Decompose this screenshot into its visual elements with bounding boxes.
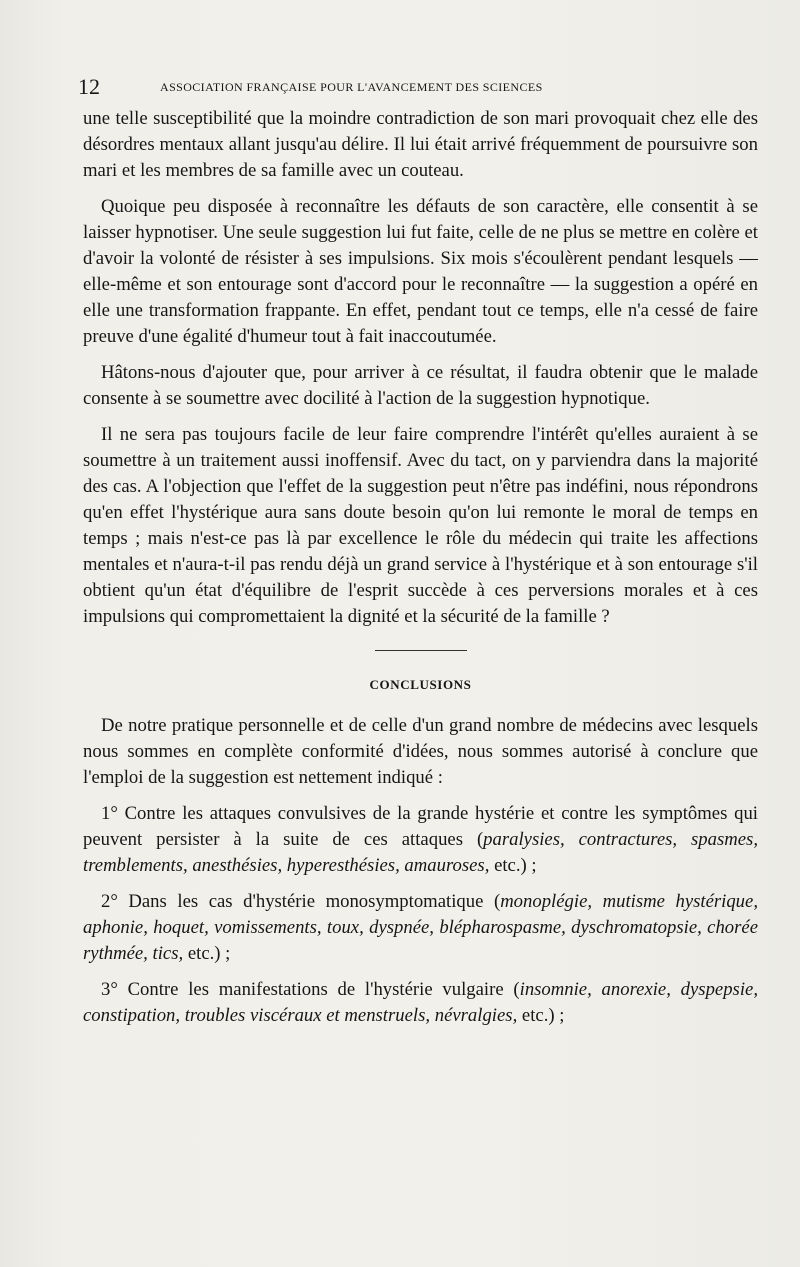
page-number: 12: [78, 74, 100, 99]
item-italic-list: paralysies, contractures, spasmes, tremblements, anesthésies, hyperesthésies, amauroses,: [83, 829, 758, 876]
conclusion-item-2: [83, 889, 758, 967]
item-italic-list: insomnie, anorexie, dyspepsie, constipation, troubles viscéraux et menstruels, névralgies,: [83, 979, 758, 1026]
item-lead: 1° Contre les attaques convulsives de la grande hystérie et contre les symptômes qui peuvent persister à la suite de ces attaques (: [83, 803, 758, 850]
running-head: ASSOCIATION FRANÇAISE POUR L'AVANCEMENT DES SCIENCES: [160, 80, 543, 94]
section-title: CONCLUSIONS: [369, 677, 472, 692]
item-lead: 3° Contre les manifestations de l'hystérie vulgaire (: [101, 979, 520, 1000]
item-tail: etc.) ;: [517, 1005, 565, 1026]
paragraph: Quoique peu disposée à reconnaître les défauts de son caractère, elle consentit à se laisser hypnotiser. Une seule suggestion lui fut faite, celle de ne plus se mettre en colère et d'avoir la volonté de résister à ses impulsions. Six mois s'écoulèrent pendant lesquels — elle-même et son entourage sont d'accord pour le reconnaître — la suggestion a opéré en elle une transformation frappante. En effet, pendant tout ce temps, elle n'a cessé de faire preuve d'une égalité d'humeur tout à fait inaccoutumée.: [83, 196, 758, 347]
item-tail: etc.) ;: [183, 943, 231, 964]
conclusion-item-1: [83, 801, 758, 879]
conclusion-item-3: [83, 977, 758, 1029]
body-text: [83, 106, 758, 1039]
paragraph: une telle susceptibilité que la moindre contradiction de son mari provoquait chez elle des désordres mentaux allant jusqu'au délire. Il lui était arrivé fréquemment de poursuivre son mari et les membres de sa famille avec un couteau.: [83, 108, 758, 181]
paragraph: Il ne sera pas toujours facile de leur faire comprendre l'intérêt qu'elles auraient à se soumettre à un traitement aussi inoffensif. Avec du tact, on y parviendra dans la majorité des cas. A l'objection que l'effet de la suggestion peut n'être pas indéfini, nous répondrons qu'en effet l'hystérique aura sans doute besoin qu'on lui remonte le moral de temps en temps ; mais n'est-ce pas là par excellence le rôle du médecin qui traite les affections mentales et n'aura-t-il pas rendu déjà un grand service à l'hystérique et à son entourage s'il obtient qu'un état d'équilibre de l'esprit succède à ces perversions morales et à ces impulsions qui compromettaient la dignité et la sécurité de la famille ?: [83, 424, 758, 627]
conclusions-intro: De notre pratique personnelle et de celle d'un grand nombre de médecins avec lesquels nous sommes en complète conformité d'idées, nous sommes autorisé à conclure que l'emploi de la suggestion est nettement indiqué :: [83, 715, 758, 788]
page-header: [78, 74, 758, 102]
item-tail: etc.) ;: [489, 855, 537, 876]
item-lead: 2° Dans les cas d'hystérie monosymptomatique (: [101, 891, 501, 912]
item-italic-list: monoplégie, mutisme hystérique, aphonie, hoquet, vomissements, toux, dyspnée, blépharospasme, dyschromatopsie, chorée rythmée, tics,: [83, 891, 758, 964]
section-divider: [375, 650, 467, 651]
paragraph: Hâtons-nous d'ajouter que, pour arriver à ce résultat, il faudra obtenir que le malade consente à se soumettre avec docilité à l'action de la suggestion hypnotique.: [83, 362, 758, 409]
